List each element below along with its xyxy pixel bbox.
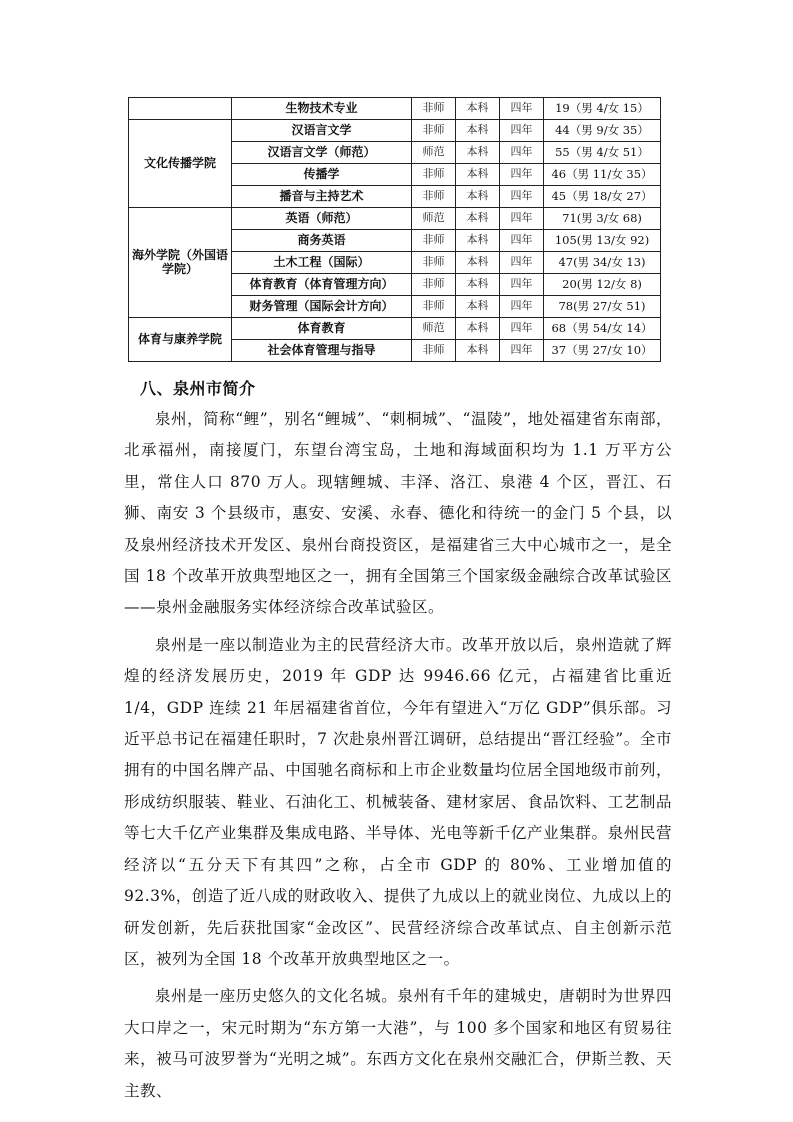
level-cell: 本科 [456, 340, 500, 362]
level-cell: 本科 [456, 296, 500, 318]
type-cell: 非师 [412, 274, 456, 296]
duration-cell: 四年 [500, 230, 544, 252]
major-cell: 汉语言文学 [232, 120, 412, 142]
type-cell: 非师 [412, 120, 456, 142]
count-cell: 37（男 27/女 10） [544, 340, 661, 362]
level-cell: 本科 [456, 142, 500, 164]
count-cell: 105(男 13/女 92) [544, 230, 661, 252]
count-cell: 71(男 3/女 68) [544, 208, 661, 230]
level-cell: 本科 [456, 120, 500, 142]
major-cell: 传播学 [232, 164, 412, 186]
paragraph: 泉州，简称“鲤”，别名“鲤城”、“刺桐城”、“温陵”，地处福建省东南部，北承福州，南接厦门，东望台湾宝岛，土地和海域面积均为 1.1 万平方公里，常住人口 870 万人。现辖鲤城、丰泽、洛江、泉港 4 个区，晋江、石狮、南安 3 个县级市，惠安、安溪、永春、德化和待统一的金门 5 个县，以及泉州经济技术开发区、泉州台商投资区，是福建省三大中心城市之一，是全国 18 个改革开放典型地区之一，拥有全国第三个国家级金融综合改革试验区——泉州金融服务实体经济综合改革试验区。 [124, 410, 672, 617]
level-cell: 本科 [456, 98, 500, 120]
duration-cell: 四年 [500, 340, 544, 362]
paragraph: 泉州是一座历史悠久的文化名城。泉州有千年的建城史，唐朝时为世界四大口岸之一，宋元时期为“东方第一大港”，与 100 多个国家和地区有贸易往来，被马可波罗誉为“光明之城”。东西方文化在泉州交融汇合，伊斯兰教、天主教、 [124, 987, 672, 1100]
major-cell: 社会体育管理与指导 [232, 340, 412, 362]
duration-cell: 四年 [500, 98, 544, 120]
duration-cell: 四年 [500, 186, 544, 208]
article-body [124, 404, 672, 1113]
major-cell: 体育教育（体育管理方向） [232, 274, 412, 296]
college-cell [129, 98, 232, 120]
count-cell: 78(男 27/女 51) [544, 296, 661, 318]
major-cell: 财务管理（国际会计方向） [232, 296, 412, 318]
type-cell: 师范 [412, 318, 456, 340]
major-cell: 体育教育 [232, 318, 412, 340]
major-cell: 商务英语 [232, 230, 412, 252]
duration-cell: 四年 [500, 296, 544, 318]
count-cell: 44（男 9/女 35） [544, 120, 661, 142]
duration-cell: 四年 [500, 142, 544, 164]
college-cell: 海外学院（外国语学院） [129, 208, 232, 318]
type-cell: 非师 [412, 164, 456, 186]
count-cell: 46（男 11/女 35） [544, 164, 661, 186]
major-cell: 生物技术专业 [232, 98, 412, 120]
count-cell: 19（男 4/女 15） [544, 98, 661, 120]
paragraph: 泉州是一座以制造业为主的民营经济大市。改革开放以后，泉州造就了辉煌的经济发展历史，2019 年 GDP 达 9946.66 亿元，占福建省比重近 1/4，GDP 连续 21 年居福建省首位，今年有望进入“万亿 GDP”俱乐部。习近平总书记在福建任职时，7 次赴泉州晋江调研，总结提出“晋江经验”。全市拥有的中国名牌产品、中国驰名商标和上市企业数量均位居全国地级市前列，形成纺织服装、鞋业、石油化工、机械装备、建材家居、食品饮料、工艺制品等七大千亿产业集群及集成电路、半导体、光电等新千亿产业集群。泉州民营经济以“五分天下有其四”之称，占全市 GDP 的 80%、工业增加值的 92.3%，创造了近八成的财政收入、提供了九成以上的就业岗位、九成以上的研发创新，先后获批国家“金改区”、民营经济综合改革试点、自主创新示范区，被列为全国 18 个改革开放典型地区之一。 [124, 635, 672, 968]
level-cell: 本科 [456, 164, 500, 186]
level-cell: 本科 [456, 208, 500, 230]
type-cell: 非师 [412, 230, 456, 252]
count-cell: 55（男 4/女 51） [544, 142, 661, 164]
count-cell: 47(男 34/女 13) [544, 252, 661, 274]
table-row [129, 120, 661, 142]
duration-cell: 四年 [500, 274, 544, 296]
type-cell: 师范 [412, 208, 456, 230]
major-cell: 播音与主持艺术 [232, 186, 412, 208]
count-cell: 68（男 54/女 14） [544, 318, 661, 340]
duration-cell: 四年 [500, 208, 544, 230]
duration-cell: 四年 [500, 318, 544, 340]
level-cell: 本科 [456, 274, 500, 296]
level-cell: 本科 [456, 186, 500, 208]
table-row [129, 318, 661, 340]
enrollment-table [128, 97, 661, 362]
type-cell: 非师 [412, 296, 456, 318]
college-cell: 体育与康养学院 [129, 318, 232, 362]
count-cell: 20(男 12/女 8) [544, 274, 661, 296]
major-cell: 汉语言文学（师范） [232, 142, 412, 164]
type-cell: 师范 [412, 142, 456, 164]
type-cell: 非师 [412, 98, 456, 120]
type-cell: 非师 [412, 252, 456, 274]
college-cell: 文化传播学院 [129, 120, 232, 208]
count-cell: 45（男 18/女 27） [544, 186, 661, 208]
duration-cell: 四年 [500, 252, 544, 274]
table-row [129, 208, 661, 230]
level-cell: 本科 [456, 318, 500, 340]
type-cell: 非师 [412, 340, 456, 362]
type-cell: 非师 [412, 186, 456, 208]
table-row [129, 98, 661, 120]
level-cell: 本科 [456, 252, 500, 274]
major-cell: 英语（师范） [232, 208, 412, 230]
duration-cell: 四年 [500, 164, 544, 186]
section-heading: 八、泉州市简介 [140, 379, 256, 398]
level-cell: 本科 [456, 230, 500, 252]
major-cell: 土木工程（国际） [232, 252, 412, 274]
duration-cell: 四年 [500, 120, 544, 142]
